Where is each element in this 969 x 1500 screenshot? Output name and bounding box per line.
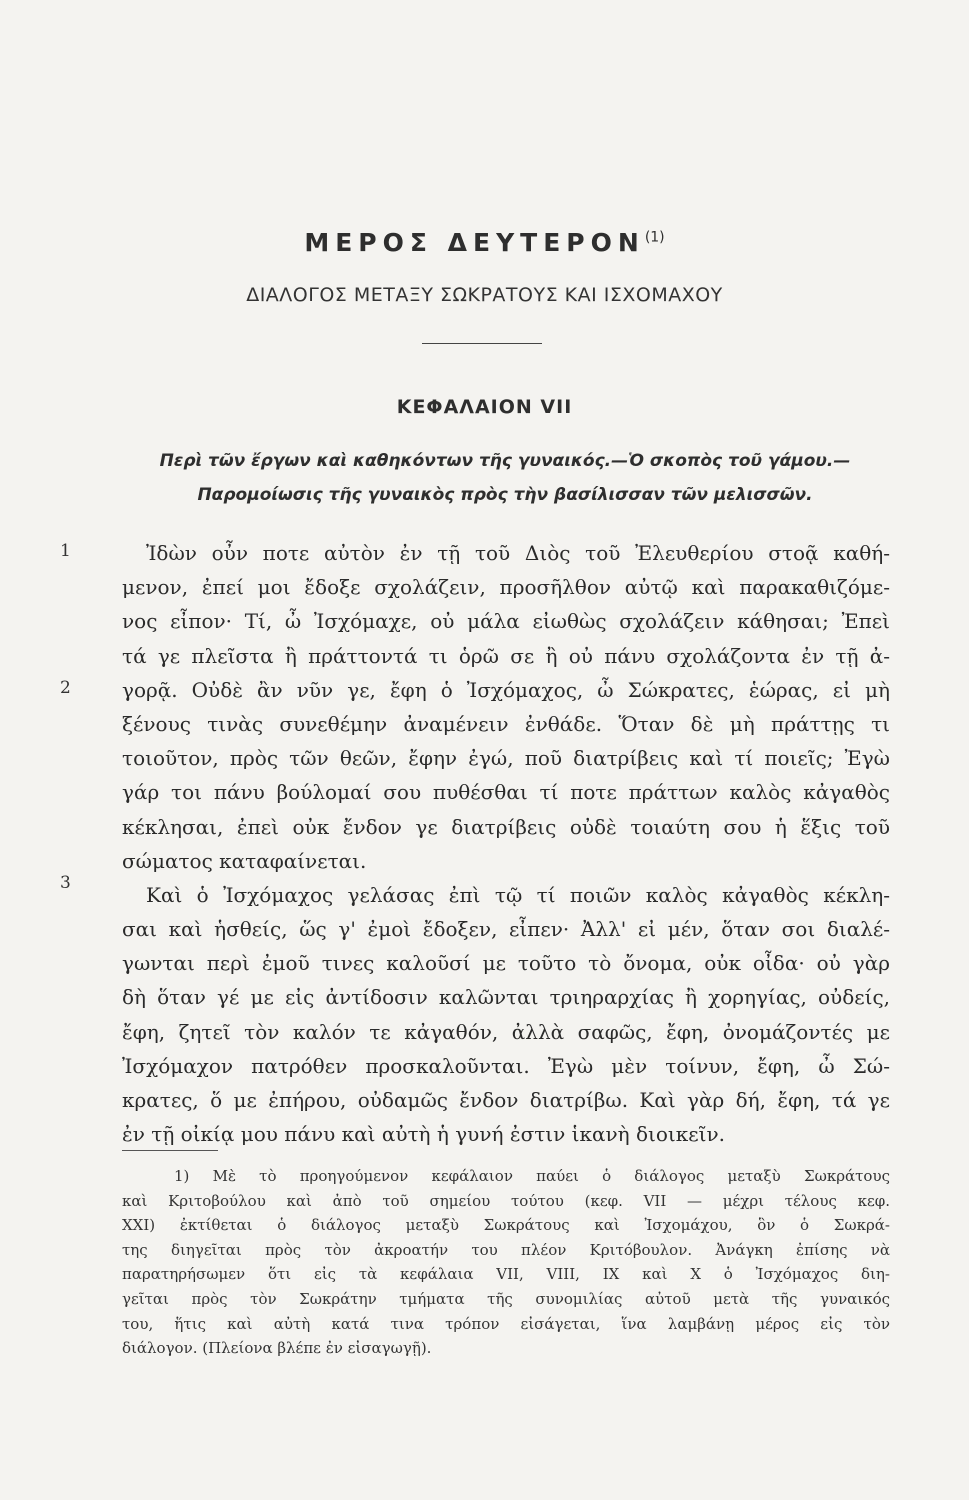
footnote-line: καὶ Κριτοβούλου καὶ ἀπὸ τοῦ σημείου τούτου (κεφ. VII — μέχρι τέλους κεφ. bbox=[122, 1191, 890, 1210]
text-line: ἐν τῇ οἰκίᾳ μου πάνυ καὶ αὐτὴ ἡ γυνή ἐστιν ἱκανὴ διοικεῖν. bbox=[122, 1122, 725, 1147]
text-line: κέκλησαι, ἐπεὶ οὐκ ἔνδον γε διατρίβεις οὐδὲ τοιαύτη σου ἡ ἕξις τοῦ bbox=[122, 814, 890, 839]
text-line: Ἰδὼν οὖν ποτε αὐτὸν ἐν τῇ τοῦ Διὸς τοῦ Ἐλευθερίου στοᾷ καθή- bbox=[146, 541, 890, 565]
part-title bbox=[0, 228, 969, 257]
text-line: δὴ ὅταν γέ με εἰς ἀντίδοσιν καλῶνται τριηραρχίας ἢ χορηγίας, οὐδείς, bbox=[122, 985, 890, 1010]
margin-number-3: 3 bbox=[60, 873, 71, 893]
text-line: τοιοῦτον, πρὸς τῶν θεῶν, ἔφην ἐγώ, ποῦ διατρίβεις καὶ τί ποιεῖς; Ἐγὼ bbox=[122, 746, 890, 771]
text-line: ξένους τινὰς συνεθέμην ἀναμένειν ἐνθάδε. Ὅταν δὲ μὴ πράττῃς τι bbox=[122, 711, 890, 736]
footnote-line: του, ἥτις καὶ αὐτὴ κατά τινα τρόπον εἰσάγεται, ἵνα λαμβάνῃ μέρος εἰς τὸν bbox=[122, 1314, 890, 1333]
main-text bbox=[122, 536, 890, 1151]
footnote bbox=[122, 1164, 890, 1361]
footnote-line: παρατηρήσωμεν ὅτι εἰς τὰ κεφάλαια VII, VIII, IX καὶ X ὁ Ἰσχόμαχος διη- bbox=[122, 1265, 890, 1284]
footnote-line: της διηγεῖται πρὸς τὸν ἀκροατήν του πλέον Κριτόβουλον. Ἀνάγκη ἐπίσης νὰ bbox=[122, 1240, 890, 1259]
text-line: τά γε πλεῖστα ἢ πράττοντά τι ὁρῶ σε ἢ οὐ πάνυ σχολάζοντα ἐν τῇ ἀ- bbox=[122, 643, 890, 668]
chapter-subtitle-line-1: Περὶ τῶν ἔργων καὶ καθηκόντων τῆς γυναικός.—Ὁ σκοπὸς τοῦ γάμου.— bbox=[159, 451, 851, 471]
title-divider bbox=[422, 343, 542, 344]
dialog-title: ΔΙΑΛΟΓΟΣ ΜΕΤΑΞΥ ΣΩΚΡΑΤΟΥΣ ΚΑΙ ΙΣΧΟΜΑΧΟΥ bbox=[246, 284, 723, 306]
text-line: σώματος καταφαίνεται. bbox=[122, 848, 367, 873]
text-line: ἔφη, ζητεῖ τὸν καλόν τε κἀγαθόν, ἀλλὰ σαφῶς, ἔφη, ὀνομάζοντές με bbox=[122, 1019, 890, 1044]
chapter-subtitle-line-2: Παρομοίωσις τῆς γυναικὸς πρὸς τὴν βασίλισσαν τῶν μελισσῶν. bbox=[197, 485, 813, 505]
footnote-line: γεῖται πρὸς τὸν Σωκράτην τμήματα τῆς συνομιλίας αὐτοῦ μετὰ τῆς γυναικός bbox=[122, 1289, 890, 1308]
footnote-line: διάλογον. (Πλείονα βλέπε ἐν εἰσαγωγῇ). bbox=[122, 1339, 432, 1358]
footnote-divider bbox=[122, 1150, 218, 1151]
text-line: νος εἶπον· Τί, ὦ Ἰσχόμαχε, οὐ μάλα εἰωθὼς σχολάζειν κάθησαι; Ἐπεὶ bbox=[122, 609, 890, 634]
footnote-line: XXI) ἐκτίθεται ὁ διάλογος μεταξὺ Σωκράτους καὶ Ἰσχομάχου, ὃν ὁ Σωκρά- bbox=[122, 1216, 890, 1235]
text-line: μενον, ἐπεί μοι ἔδοξε σχολάζειν, προσῆλθον αὐτῷ καὶ παρακαθιζόμε- bbox=[122, 575, 890, 600]
text-line: σαι καὶ ἡσθείς, ὥς γ' ἐμοὶ ἔδοξεν, εἶπεν· Ἀλλ' εἰ μέν, ὅταν σοι διαλέ- bbox=[122, 917, 890, 942]
text-line: Ἰσχόμαχον πατρόθεν προσκαλοῦνται. Ἐγὼ μὲν τοίνυν, ἔφη, ὦ Σώ- bbox=[122, 1053, 890, 1078]
text-line: γωνται περὶ ἐμοῦ τινες καλοῦσί με τοῦτο τὸ ὄνομα, οὐκ οἶδα· οὐ γὰρ bbox=[122, 951, 890, 976]
margin-number-2: 2 bbox=[60, 678, 71, 698]
part-footnote-mark: (1) bbox=[644, 229, 665, 246]
text-line: γορᾷ. Οὐδὲ ἂν νῦν γε, ἔφη ὁ Ἰσχόμαχος, ὦ Σώκρατες, ἑώρας, εἰ μὴ bbox=[122, 677, 890, 702]
chapter-title: ΚΕΦΑΛΑΙΟΝ VII bbox=[396, 396, 573, 418]
text-line: Καὶ ὁ Ἰσχόμαχος γελάσας ἐπὶ τῷ τί ποιῶν καλὸς κἀγαθὸς κέκλη- bbox=[146, 882, 890, 907]
text-line: γάρ τοι πάνυ βούλομαί σου πυθέσθαι τί ποτε πράττων καλὸς κἀγαθὸς bbox=[122, 780, 890, 805]
margin-number-1: 1 bbox=[60, 541, 71, 561]
text-line: κρατες, ὅ με ἐπήρου, οὐδαμῶς ἔνδον διατρίβω. Καὶ γὰρ δή, ἔφη, τά γε bbox=[122, 1088, 890, 1112]
part-title-text: ΜΕΡΟΣ ΔΕΥΤΕΡΟΝ bbox=[304, 228, 645, 257]
footnote-line: 1) Μὲ τὸ προηγούμενον κεφάλαιον παύει ὁ διάλογος μεταξὺ Σωκράτους bbox=[174, 1167, 890, 1185]
